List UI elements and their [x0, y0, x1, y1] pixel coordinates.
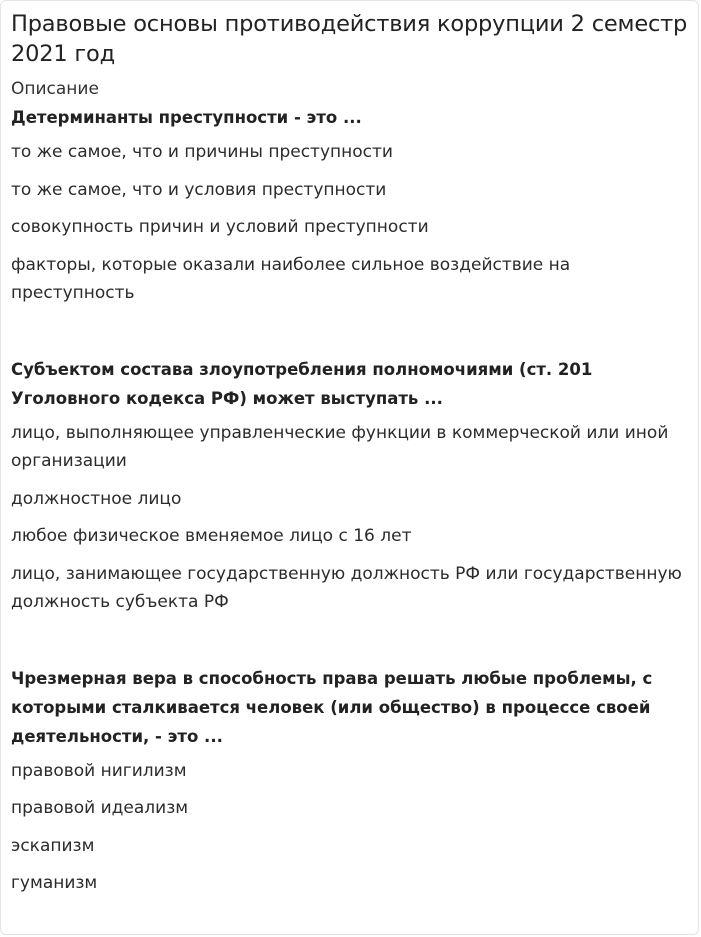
answer-option: совокупность причин и условий преступности: [11, 217, 429, 237]
document-content: [1, 1, 698, 898]
spacer: [11, 317, 688, 355]
answer-option: любое физическое вменяемое лицо с 16 лет: [11, 526, 412, 546]
spacer: [11, 626, 688, 664]
question-block: [11, 103, 688, 308]
answer-option: лицо, выполняющее управленческие функции в коммерческой или иной организации: [11, 422, 669, 471]
page-title: Правовые основы противодействия коррупции 2 семестр 2021 год: [11, 11, 688, 67]
question-text: Субъектом состава злоупотребления полномочиями (ст. 201 Уголовного кодекса РФ) может выступать ...: [11, 359, 593, 408]
question-text: Детерминанты преступности - это ...: [11, 108, 362, 127]
answer-option: то же самое, что и условия преступности: [11, 179, 387, 200]
answer-option: правовой идеализм: [11, 798, 189, 818]
answer-option: лицо, занимающее государственную должность РФ или государственную должность субъекта РФ: [11, 563, 682, 612]
question-block: [11, 664, 688, 898]
answer-option: правовой нигилизм: [11, 760, 187, 781]
answer-option: гуманизм: [11, 873, 98, 893]
question-text: Чрезмерная вера в способность права решать любые проблемы, с которыми сталкивается человек (или общество) в процессе своей деятельности, - это ...: [11, 668, 653, 746]
description-label: Описание: [11, 79, 99, 99]
answer-option: должностное лицо: [11, 488, 182, 509]
answer-option: то же самое, что и причины преступности: [11, 142, 393, 162]
question-block: [11, 355, 688, 617]
answer-option: эскапизм: [11, 835, 95, 856]
answer-option: факторы, которые оказали наиболее сильное воздействие на преступность: [11, 254, 571, 303]
